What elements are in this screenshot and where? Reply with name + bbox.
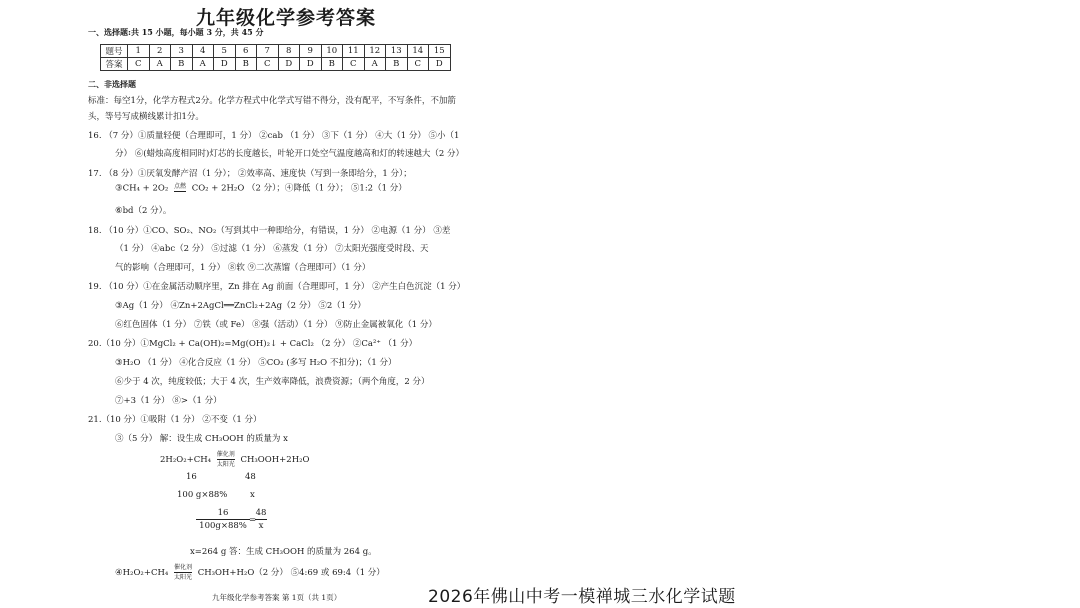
unknown-mass: x [250,490,255,500]
q17-equation-right: CO₂ + 2H₂O （2 分）；④降低（1 分）； ⑤1:2（1 分） [191,183,407,194]
equals-sign: = [249,515,257,525]
question-number-cell: 11 [343,45,365,58]
q17-equation-line [115,183,407,195]
q21-result-line: x=264 g 答：生成 CH₃OOH 的质量为 264 g。 [190,547,377,557]
q17-answer-line: 17. （8 分）①厌氧发酵产沼（1 分）； ②效率高、速度快（写到一条即给分，1 分）； [88,169,412,179]
q21-equation-line [160,451,309,468]
proportion-fraction-left [196,508,250,531]
question-number-cell: 9 [300,45,322,58]
answer-cell: D [429,58,451,71]
q16-answer-line: 分） ⑥(蜡烛高度相同时)灯芯的长度越长，叶轮开口处空气温度越高和灯的转速越大（2 分） [115,149,464,159]
section-non-choice-heading: 二、非选择题 [88,79,136,89]
answer-cell: D [278,58,300,71]
answer-cell: A [192,58,214,71]
page-title: 九年级化学参考答案 [196,7,377,29]
q21-part4-line [115,564,385,581]
section-multiple-choice-heading: 一、选择题:共 15 小题，每小题 3 分，共 45 分 [88,27,264,37]
answer-cell: D [214,58,236,71]
answer-cell: D [300,58,322,71]
reaction-condition [217,451,235,468]
question-number-cell: 1 [128,45,150,58]
q16-answer-line: 16. （7 分）①质量轻便（合理即可，1 分） ②cab （1 分） ③下（1 分） ④大（1 分） ⑤小（1 [88,131,460,141]
table-row-numbers [101,45,451,58]
condition-catalyst: 催化剂 [173,564,192,571]
known-mass: 100 g×88% [177,490,228,500]
table-header-question: 题号 [101,45,128,58]
scoring-standard-line: 头，等号写成横线累计扣1分。 [88,112,204,122]
relative-mass-ch4: 16 [186,472,197,482]
q18-answer-line: 18. （10 分）①CO、SO₂、NO₂（写到其中一种即给分，有错误，1 分） ②电源（1 分） ③差 [88,226,451,236]
question-number-cell: 13 [386,45,408,58]
page-footer: 九年级化学参考答案 第 1页（共 1页） [212,593,342,602]
q19-answer-line: ⑥红色固体（1 分） ⑦铁（或 Fe） ⑧强（活动）（1 分） ⑨防止金属被氧化（1 分） [115,320,437,330]
q18-answer-line: 气的影响（合理即可，1 分） ⑧软 ⑨二次蒸馏（合理即可）（1 分） [115,263,371,273]
question-number-cell: 5 [214,45,236,58]
answer-cell: C [343,58,365,71]
answer-cell: A [149,58,171,71]
q20-answer-line: ③H₂O （1 分） ④化合反应（1 分） ⑤CO₂ (多写 H₂O 不扣分)；（1 分） [115,358,397,368]
question-number-cell: 8 [278,45,300,58]
question-number-cell: 4 [192,45,214,58]
question-number-cell: 14 [407,45,429,58]
q21-equation-left: 2H₂O₂+CH₄ [160,455,212,465]
q17-answer-line: ⑥bd（2 分）。 [115,206,172,216]
answer-cell: B [321,58,343,71]
q17-equation-left: ③CH₄ + 2O₂ [115,183,169,194]
condition-ignite: 点燃 [173,183,186,190]
q21-equation-right: CH₃OOH+2H₂O [240,455,310,465]
fraction-numerator: 48 [255,508,267,518]
table-row-answers [101,58,451,71]
fraction-numerator: 16 [217,508,229,518]
table-header-answer: 答案 [101,58,128,71]
q21-answer-line: 21.（10 分）①吸附（1 分） ②不变（1 分） [88,415,262,425]
answer-cell: C [257,58,279,71]
q20-answer-line: ⑦+3（1 分） ⑧>（1 分） [115,396,222,406]
scoring-standard-line: 标准：每空1分，化学方程式2分。化学方程式中化学式写错不得分，没有配平，不写条件，不加箭 [88,96,456,106]
question-number-cell: 2 [149,45,171,58]
reaction-condition [174,183,186,193]
answer-cell: B [386,58,408,71]
condition-sunlight: 太阳光 [173,574,192,581]
q21-part4-right: CH₃OH+H₂O（2 分） ⑤4:69 或 69:4（1 分） [197,568,385,578]
answer-table [100,44,451,71]
q21-answer-line: ③（5 分） 解：设生成 CH₃OOH 的质量为 x [115,434,288,444]
question-number-cell: 3 [171,45,193,58]
question-number-cell: 15 [429,45,451,58]
question-number-cell: 7 [257,45,279,58]
q20-answer-line: ⑥少于 4 次，纯度较低；大于 4 次，生产效率降低，浪费资源；（两个角度，2 分） [115,377,430,387]
answer-cell: B [235,58,257,71]
q21-part4-left: ④H₂O₂+CH₄ [115,568,169,578]
answer-cell: B [171,58,193,71]
answer-cell: C [128,58,150,71]
proportion-fraction-right [255,508,267,531]
condition-catalyst: 催化剂 [216,451,235,458]
document-source-caption: 2026年佛山中考一模禅城三水化学试题 [428,587,736,607]
fraction-denominator: 100g×88% [199,521,247,531]
reaction-condition [174,564,192,581]
relative-mass-product: 48 [245,472,256,482]
question-number-cell: 6 [235,45,257,58]
question-number-cell: 12 [364,45,386,58]
condition-sunlight: 太阳光 [216,461,235,468]
q18-answer-line: （1 分） ④abc（2 分） ⑤过滤（1 分） ⑥蒸发（1 分） ⑦太阳光强度受时段、天 [115,244,429,254]
q19-answer-line: 19. （10 分）①在金属活动顺序里，Zn 排在 Ag 前面（合理即可，1 分） ②产生白色沉淀（1 分） [88,282,466,292]
fraction-denominator: x [258,521,264,531]
answer-cell: C [407,58,429,71]
q19-answer-line: ③Ag（1 分） ④Zn+2AgCl══ZnCl₂+2Ag（2 分） ⑤2（1 分） [115,301,366,311]
q20-answer-line: 20.（10 分）①MgCl₂ + Ca(OH)₂=Mg(OH)₂↓ + CaCl₂ （2 分） ②Ca²⁺ （1 分） [88,339,418,349]
question-number-cell: 10 [321,45,343,58]
answer-cell: A [364,58,386,71]
